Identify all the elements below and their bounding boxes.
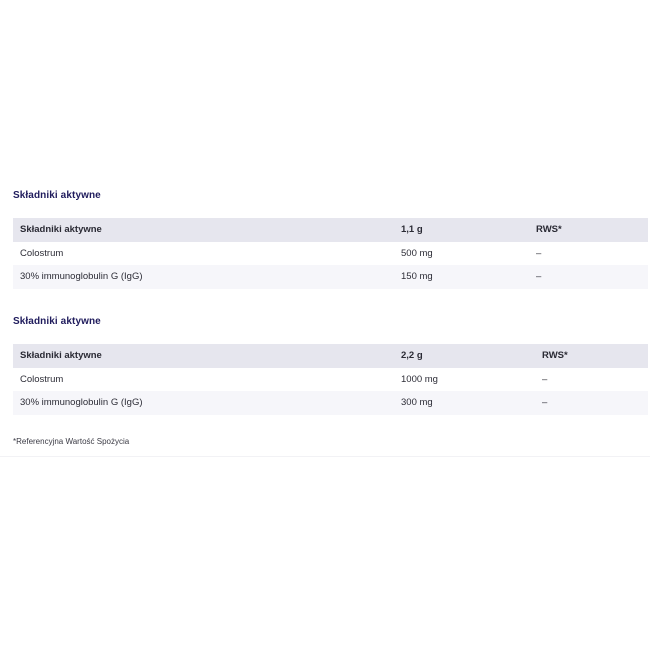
cell-rws: –	[542, 373, 548, 385]
cell-rws: –	[542, 397, 548, 409]
header-cell-rws: RWS*	[536, 224, 562, 236]
cell-amount: 300 mg	[401, 397, 433, 409]
cell-rws: –	[536, 247, 542, 259]
header-cell-amount: 2,2 g	[401, 350, 423, 362]
ingredients-table	[13, 218, 648, 289]
cell-amount: 150 mg	[401, 271, 433, 283]
section-title: Składniki aktywne	[13, 316, 101, 327]
header-cell-rws: RWS*	[542, 350, 568, 362]
cell-name: Colostrum	[20, 373, 64, 385]
cell-amount: 1000 mg	[401, 373, 438, 385]
table-row	[13, 368, 648, 392]
table-row	[13, 391, 648, 415]
cell-name: 30% immunoglobulin G (IgG)	[20, 397, 143, 409]
table-row	[13, 242, 648, 266]
cell-name: 30% immunoglobulin G (IgG)	[20, 271, 143, 283]
cell-amount: 500 mg	[401, 247, 433, 259]
table-row	[13, 265, 648, 289]
table-header-row	[13, 218, 648, 242]
section-title: Składniki aktywne	[13, 190, 101, 201]
ingredients-table	[13, 344, 648, 415]
cell-name: Colostrum	[20, 247, 64, 259]
cell-rws: –	[536, 271, 542, 283]
header-cell-amount: 1,1 g	[401, 224, 423, 236]
table-header-row	[13, 344, 648, 368]
header-cell-name: Składniki aktywne	[20, 350, 102, 362]
divider	[0, 456, 650, 457]
footnote: *Referencyjna Wartość Spożycia	[13, 437, 130, 446]
header-cell-name: Składniki aktywne	[20, 224, 102, 236]
